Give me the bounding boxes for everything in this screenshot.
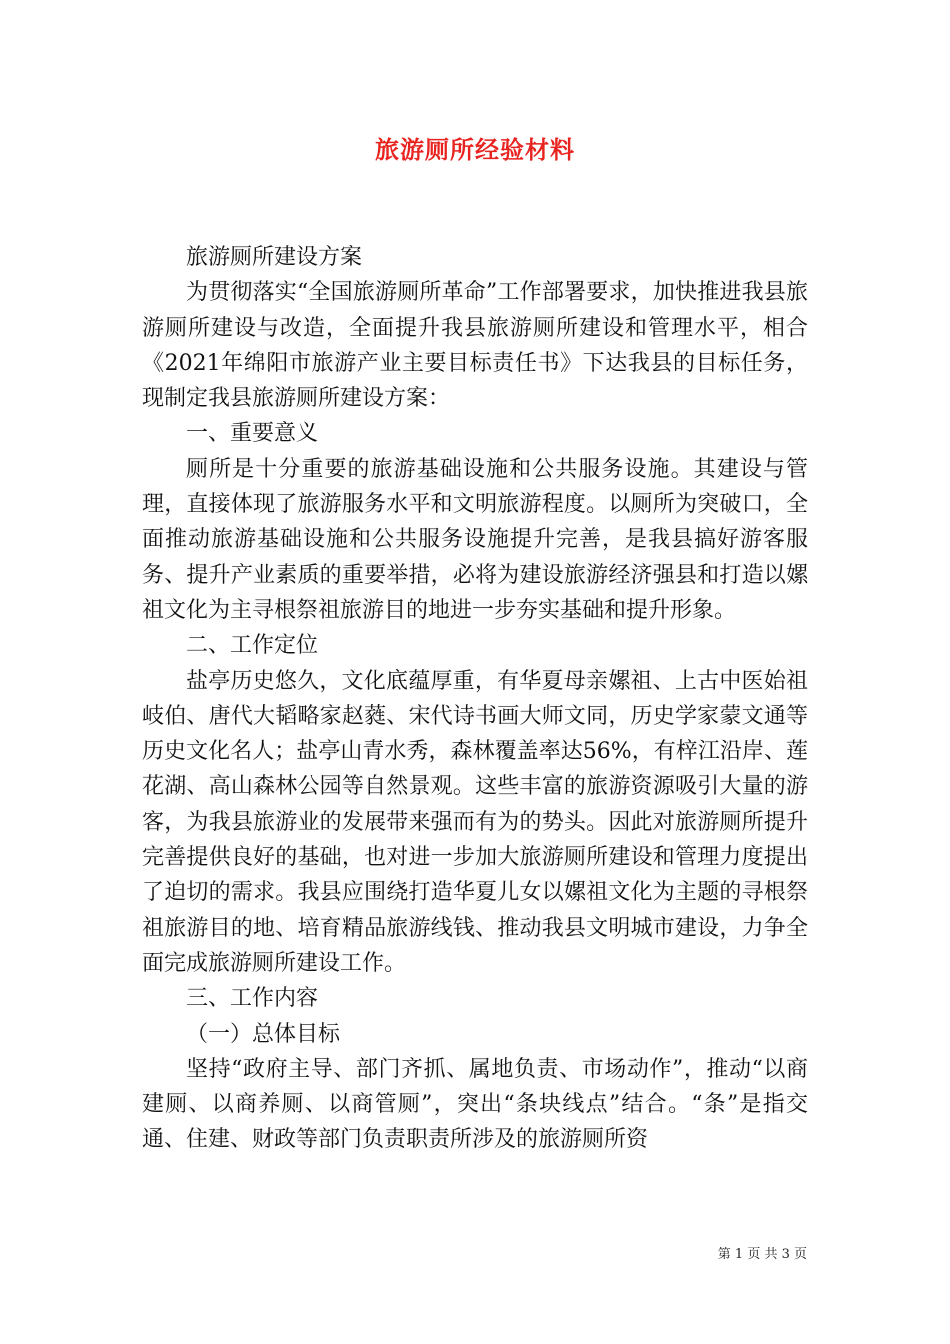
section-heading-positioning: 二、工作定位: [186, 633, 319, 659]
paragraph-importance: 厕所是十分重要的旅游基础设施和公共服务设施。其建设与管理，直接体现了旅游服务水平和文明旅游程度。以厕所为突破口，全面推动旅游基础设施和公共服务设施提升完善，是我县搞好游客服务、提升产业素质的重要举措，必将为建设旅游经济强县和打造以嫘祖文化为主寻根祭祖旅游目的地进一步夯实基础和提升形象。: [142, 456, 808, 623]
page-number: 第 1 页 共 3 页: [717, 1247, 807, 1262]
document-title: 旅游厕所经验材料: [375, 135, 575, 164]
subsection-heading-goal: （一）总体目标: [186, 1021, 341, 1047]
paragraph-positioning: 盐亭历史悠久，文化底蕴厚重，有华夏母亲嫘祖、上古中医始祖岐伯、唐代大韬略家赵蕤、宋代诗书画大师文同，历史学家蒙文通等历史文化名人；盐亭山青水秀，森林覆盖率达56%，有梓江沿岸、莲花湖、高山森林公园等自然景观。这些丰富的旅游资源吸引大量的游客，为我县旅游业的发展带来强而有为的势头。因此对旅游厕所提升完善提供良好的基础，也对进一步加大旅游厕所建设和管理力度提出了迫切的需求。我县应围绕打造华夏儿女以嫘祖文化为主题的寻根祭祖旅游目的地、培育精品旅游线钱、推动我县文明城市建设，力争全面完成旅游厕所建设工作。: [142, 668, 808, 976]
section-heading-content: 三、工作内容: [186, 986, 319, 1012]
section-heading-plan: 旅游厕所建设方案: [186, 245, 363, 270]
paragraph-intro: 为贯彻落实“全国旅游厕所革命”工作部署要求，加快推进我县旅游厕所建设与改造，全面提升我县旅游厕所建设和管理水平，相合《2021年绵阳市旅游产业主要目标责任书》下达我县的目标任务，现制定我县旅游厕所建设方案：: [142, 280, 808, 412]
document-body: [142, 240, 808, 1158]
paragraph-goal: 坚持“政府主导、部门齐抓、属地负责、市场动作”，推动“以商建厕、以商养厕、以商管厕”，突出“条块线点”结合。“条”是指交通、住建、财政等部门负责职责所涉及的旅游厕所资: [142, 1056, 808, 1153]
section-heading-importance: 一、重要意义: [186, 421, 319, 447]
